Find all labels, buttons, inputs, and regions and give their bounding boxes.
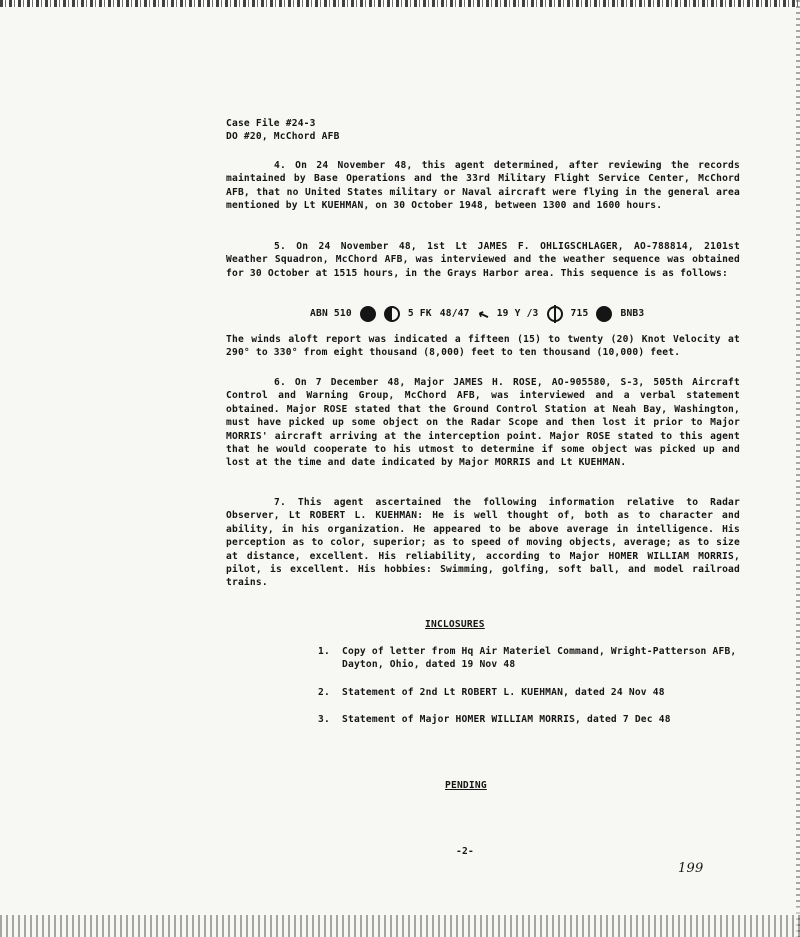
page-number: -2- <box>456 846 474 857</box>
item-number: 3. <box>318 714 330 726</box>
weather-sequence <box>226 303 740 325</box>
item-text: Statement of Major HOMER WILLIAM MORRIS, dated 7 Dec 48 <box>342 714 671 726</box>
barred-circle-symbol <box>547 306 563 322</box>
inclosures-list <box>318 645 738 741</box>
paragraph-6: 6. On 7 December 48, Major JAMES H. ROSE, AO-905580, S-3, 505th Aircraft Control and Warning Group, McChord AFB, was interviewed and a verbal statement obtained. Major ROSE stated that the Ground Control Station at Neah Bay, Washington, must have picked up some object on the Radar Scope and then lost it prior to Major MORRIS' aircraft arriving at the interception point. Major ROSE stated to this agent that he would cooperate to his utmost to determine if some object was picked up and lost at the time and date indicated by Major MORRIS and Lt KUEHMAN. <box>226 377 740 469</box>
status-label: PENDING <box>445 780 487 791</box>
case-header <box>226 117 340 144</box>
list-item <box>318 686 738 699</box>
item-number: 1. <box>318 646 330 657</box>
item-text: Statement of 2nd Lt ROBERT L. KUEHMAN, dated 24 Nov 48 <box>342 686 665 698</box>
list-item <box>318 645 738 672</box>
pressure-value: 715 <box>570 308 589 320</box>
item-number: 2. <box>318 686 330 698</box>
temp-dewpoint: 48/47 <box>439 308 470 320</box>
item-text: Copy of letter from Hq Air Materiel Command, Wright-Patterson AFB, Dayton, Ohio, dated 19 Nov 48 <box>342 646 737 671</box>
list-item <box>318 713 738 726</box>
wind-value: 19 Y /3 <box>496 308 539 320</box>
paragraph-4: 4. On 24 November 48, this agent determined, after reviewing the records maintained by Base Operations and the 33rd Military Flight Service Center, McChord AFB, that no United States military or Naval aircraft were flying in the general area mentioned by Lt KUEHMAN, on 30 October 1948, between 1300 and 1600 hours. <box>226 160 740 212</box>
visibility: 5 FK <box>407 308 432 320</box>
filled-circle-symbol <box>360 306 376 322</box>
wind-arrow-symbol: ↖ <box>474 301 492 326</box>
district-office-line: DO #20, McChord AFB <box>226 131 340 143</box>
filled-circle-symbol <box>596 306 612 322</box>
paragraph-5: 5. On 24 November 48, 1st Lt JAMES F. OHLIGSCHLAGER, AO-788814, 2101st Weather Squadron, McChord AFB, was interviewed and the weather sequence was obtained for 30 October at 1515 hours, in the Grays Harbor area. This sequence is as follows: <box>226 241 740 279</box>
winds-aloft-report: The winds aloft report was indicated a fifteen (15) to twenty (20) Knot Velocity at 290° to 330° from eight thousand (8,000) feet to ten thousand (10,000) feet. <box>226 334 740 359</box>
station-code: ABN 510 <box>310 308 352 320</box>
handwritten-page-number: 199 <box>678 861 704 876</box>
remark-value: BNB3 <box>620 308 645 320</box>
case-file-line: Case File #24-3 <box>226 118 316 129</box>
inclosures-heading: INCLOSURES <box>425 619 485 630</box>
half-circle-symbol <box>384 306 400 322</box>
paragraph-7: 7. This agent ascertained the following information relative to Radar Observer, Lt ROBERT L. KUEHMAN: He is well thought of, both as to character and ability, in his organization. He appeared to be above average in intelligence. His perception as to color, superior; as to speed of moving objects, average; as to size at distance, excellent. His reliability, according to Major HOMER WILLIAM MORRIS, pilot, is excellent. His hobbies: Swimming, golfing, soft ball, and model railroad trains. <box>226 497 740 589</box>
